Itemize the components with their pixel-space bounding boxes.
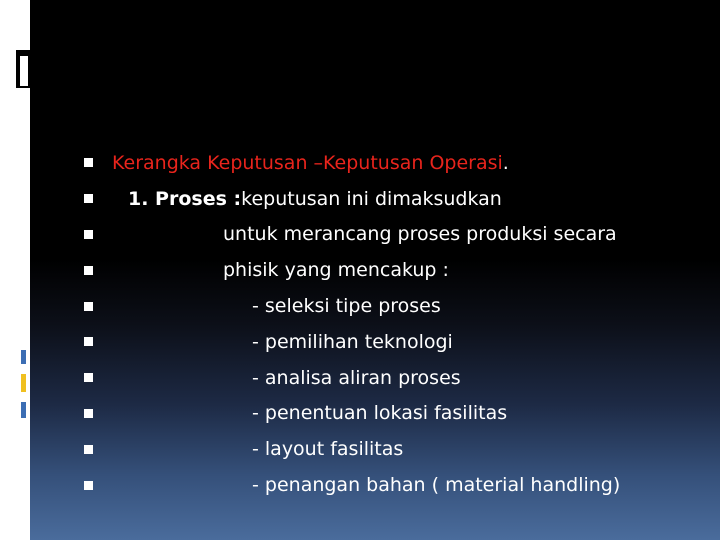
accent-bar-blue-top [21, 350, 26, 364]
bullet-text: - layout fasilitas [252, 438, 404, 461]
slide-title-period: . [502, 151, 509, 174]
bullet-text: - penangan bahan ( material handling) [252, 474, 621, 497]
square-bullet-icon [84, 266, 93, 275]
bullet-item-line [84, 217, 714, 253]
bullet-item-subpoint [84, 396, 714, 432]
square-bullet-icon [84, 481, 93, 490]
bullet-item-title [84, 145, 714, 181]
bullet-item-subpoint [84, 288, 714, 324]
square-bullet-icon [84, 409, 93, 418]
bullet-item-subpoint [84, 360, 714, 396]
process-label: 1. Proses : [128, 187, 242, 210]
bullet-item-subpoint [84, 431, 714, 467]
bullet-text: phisik yang mencakup : [223, 259, 449, 282]
accent-bar-yellow [21, 374, 26, 392]
square-bullet-icon [84, 445, 93, 454]
square-bullet-icon [84, 302, 93, 311]
bullet-text: - pemilihan teknologi [252, 330, 453, 353]
bullet-text: - analisa aliran proses [252, 366, 461, 389]
square-bullet-icon [84, 337, 93, 346]
bullet-text: untuk merancang proses produksi secara [223, 223, 617, 246]
bullet-item-subpoint [84, 324, 714, 360]
square-bullet-icon [84, 194, 93, 203]
bullet-item-line [84, 252, 714, 288]
bullet-list [84, 145, 714, 503]
bullet-text: - penentuan lokasi fasilitas [252, 402, 508, 425]
slide-title: Kerangka Keputusan –Keputusan Operasi [112, 151, 503, 174]
bullet-item-process [84, 181, 714, 217]
process-description: keputusan ini dimaksudkan [241, 187, 502, 210]
square-bullet-icon [84, 158, 93, 167]
bullet-text: - seleksi tipe proses [252, 295, 441, 318]
accent-bar-blue-bottom [21, 402, 26, 418]
square-bullet-icon [84, 230, 93, 239]
corner-decoration-inner [20, 56, 28, 86]
bullet-item-subpoint [84, 467, 714, 503]
square-bullet-icon [84, 373, 93, 382]
